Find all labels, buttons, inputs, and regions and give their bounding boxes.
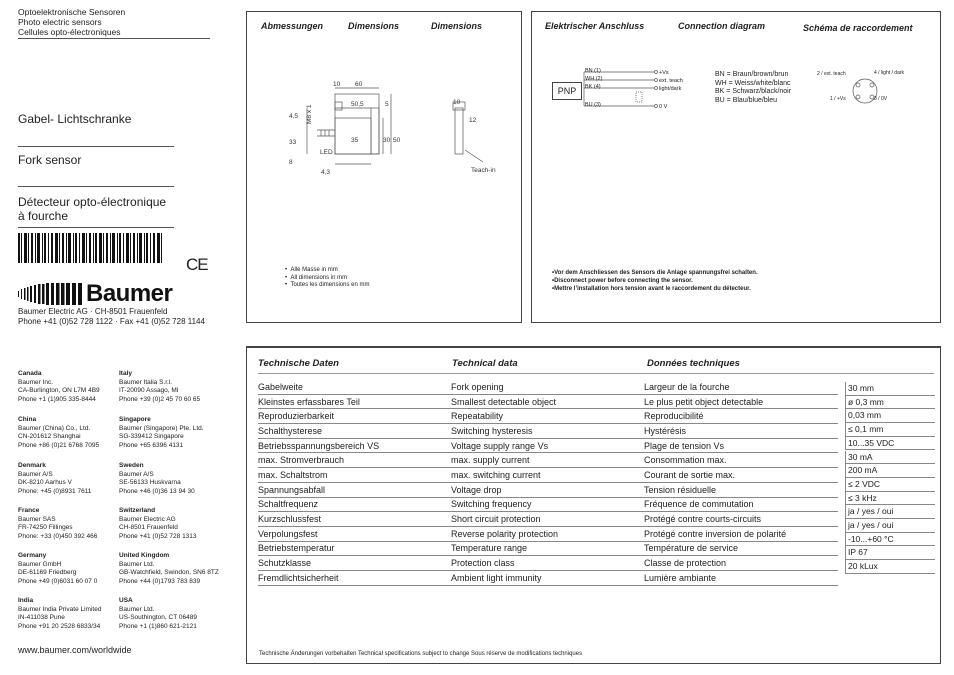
tech-cell-de: max. Stromverbrauch bbox=[258, 453, 451, 468]
tech-cell-de: Spannungsabfall bbox=[258, 482, 451, 497]
warning-de: •Vor dem Anschliessen des Sensors die Anlage spannungsfrei schalten. bbox=[552, 270, 758, 276]
tech-cell-en: Voltage supply range Vs bbox=[451, 438, 644, 453]
legend-wh: WH = Weiss/white/blanc bbox=[715, 79, 791, 87]
color-legend bbox=[715, 71, 791, 105]
wire-codes bbox=[585, 67, 602, 109]
office-country: Denmark bbox=[18, 462, 46, 469]
tech-row bbox=[258, 541, 838, 556]
wire-signal-vs: +Vs bbox=[659, 70, 669, 76]
tech-cell-en: Switching hysteresis bbox=[451, 424, 644, 439]
office-line: Phone +1 (1)860 621-2121 bbox=[119, 622, 197, 630]
tech-row bbox=[258, 380, 838, 394]
product-title-en: Fork sensor bbox=[18, 153, 82, 167]
office-line: Baumer A/S bbox=[119, 470, 154, 478]
office-line: Phone +39 (0)2 45 70 60 65 bbox=[119, 395, 201, 403]
legend-bn: BN = Braun/brown/brun bbox=[715, 71, 789, 78]
tech-cell-de: Kleinstes erfassbares Teil bbox=[258, 394, 451, 409]
office-line: Baumer SAS bbox=[18, 515, 56, 523]
barcode-image bbox=[18, 233, 174, 263]
office-line: IT-20090 Assago, MI bbox=[119, 387, 179, 394]
tech-heading-divider bbox=[246, 347, 941, 348]
dim-label-side-10: 10 bbox=[453, 99, 461, 106]
logo-stripes-icon bbox=[18, 283, 82, 305]
office-line: Phone +49 (0)6031 60 07 0 bbox=[18, 577, 98, 585]
legend-bk: BK = Schwarz/black/noir bbox=[715, 88, 792, 95]
company-phone: Phone +41 (0)52 728 1122 · Fax +41 (0)52 728 1144 bbox=[18, 317, 205, 326]
connection-panel bbox=[531, 11, 941, 323]
tech-cell-en: Temperature range bbox=[451, 541, 644, 556]
tech-cell-en: Protection class bbox=[451, 556, 644, 571]
office-line: CN-201612 Shanghai bbox=[18, 433, 81, 440]
pnp-box bbox=[552, 82, 582, 100]
tech-cell-fr: Le plus petit object detectable bbox=[644, 394, 838, 409]
header-lines bbox=[18, 7, 125, 37]
tech-cell-de: Fremdlichtsicherheit bbox=[258, 570, 451, 585]
office-country: United Kingdom bbox=[119, 552, 170, 559]
office-line: Baumer Ltd. bbox=[119, 605, 155, 613]
dim-label-led: LED bbox=[320, 149, 333, 156]
office-country: Italy bbox=[119, 370, 133, 377]
office-country: Canada bbox=[18, 370, 42, 377]
tech-cell-fr: Courant de sortie max. bbox=[644, 468, 838, 483]
tech-footer: Technische Änderungen vorbehalten Technical specifications subject to change Sous réserve de modifications techniques bbox=[259, 651, 583, 657]
office-country: China bbox=[18, 416, 37, 423]
office-block bbox=[18, 416, 99, 450]
office-country: India bbox=[18, 597, 34, 604]
tech-value: 20 kLux bbox=[845, 560, 935, 574]
tech-value: ≤ 0,1 mm bbox=[845, 423, 935, 437]
office-line: CA-Burlington, ON L7M 4B9 bbox=[18, 387, 100, 394]
dimension-drawing bbox=[287, 78, 507, 188]
office-block bbox=[18, 507, 97, 541]
tech-heading-de: Technische Daten bbox=[258, 358, 339, 369]
office-line: Baumer Inc. bbox=[18, 378, 54, 386]
tech-value: ø 0,3 mm bbox=[845, 396, 935, 410]
divider-1 bbox=[18, 146, 174, 147]
tech-cell-en: Repeatability bbox=[451, 409, 644, 424]
office-line: FR-74250 Fillinges bbox=[18, 524, 73, 531]
legend-bu: BU = Blau/blue/bleu bbox=[715, 96, 778, 104]
header-line-fr: Cellules opto-électroniques bbox=[18, 27, 121, 37]
note-fr: • Toutes les dimensions en mm bbox=[285, 282, 370, 288]
tech-cell-en: Ambient light immunity bbox=[451, 570, 644, 585]
tech-value: IP 67 bbox=[845, 546, 935, 560]
tech-value: 200 mA bbox=[845, 464, 935, 478]
tech-cell-fr: Température de service bbox=[644, 541, 838, 556]
office-line: Baumer Ltd. bbox=[119, 560, 155, 568]
office-line: Phone +41 (0)52 728 1313 bbox=[119, 532, 197, 540]
tech-value: ≤ 2 VDC bbox=[845, 478, 935, 492]
office-block bbox=[18, 370, 100, 404]
connection-heading-fr: Schéma de raccordement bbox=[803, 23, 913, 33]
header-line-de: Optoelektronische Sensoren bbox=[18, 7, 126, 17]
office-country: Singapore bbox=[119, 416, 151, 423]
product-title-de: Gabel- Lichtschranke bbox=[18, 112, 132, 126]
tech-value: 30 mA bbox=[845, 451, 935, 465]
office-line: Baumer Italia S.r.l. bbox=[119, 378, 173, 386]
wire-code-bu: BU (3) bbox=[585, 102, 601, 108]
tech-row bbox=[258, 438, 838, 453]
product-title-fr bbox=[18, 195, 166, 223]
note-en: • All dimensions in mm bbox=[285, 274, 348, 281]
tech-cell-de: Betriebstemperatur bbox=[258, 541, 451, 556]
office-block bbox=[119, 462, 195, 496]
office-line: Phone +1 (1)905 335-8444 bbox=[18, 395, 96, 403]
tech-cell-de: Reproduzierbarkeit bbox=[258, 409, 451, 424]
office-line: Phone +44 (0)1793 783 839 bbox=[119, 577, 201, 585]
office-block bbox=[18, 597, 101, 631]
pin-label-4: 4 / light / dark bbox=[874, 70, 905, 76]
dim-label-33: 33 bbox=[289, 139, 297, 146]
dim-label-8: 8 bbox=[289, 159, 293, 166]
tech-cell-en: Smallest detectable object bbox=[451, 394, 644, 409]
pin-label-2: 2 / ext. teach bbox=[817, 71, 846, 77]
dim-label-m8: M8 x 1 bbox=[306, 104, 313, 124]
divider-2 bbox=[18, 186, 174, 187]
office-block bbox=[119, 552, 219, 586]
dimensions-heading-de: Abmessungen bbox=[261, 21, 324, 31]
pin-label-1: 1 / +Vs bbox=[830, 96, 846, 102]
dim-label-4-3: 4,3 bbox=[321, 169, 331, 176]
note-de: • Alle Masse in mm bbox=[285, 267, 338, 273]
office-block bbox=[119, 507, 197, 541]
safety-warnings bbox=[552, 269, 758, 293]
office-line: GB-Watchfield, Swindon, SN6 8TZ bbox=[119, 569, 219, 576]
wire-signal-lightdark: light/dark bbox=[659, 86, 682, 92]
tech-cell-de: Kurzschlussfest bbox=[258, 512, 451, 527]
office-line: Baumer (Singapore) Pte. Ltd. bbox=[119, 424, 204, 432]
tech-value: ≤ 3 kHz bbox=[845, 492, 935, 506]
tech-cell-fr: Fréquence de commutation bbox=[644, 497, 838, 512]
tech-cell-en: Fork opening bbox=[451, 380, 644, 394]
tech-row bbox=[258, 394, 838, 409]
product-title-fr-line1: Détecteur opto-électronique bbox=[18, 195, 167, 209]
office-country: France bbox=[18, 507, 40, 514]
office-line: Baumer Electric AG bbox=[119, 515, 176, 523]
office-line: Phone: +33 (0)450 392 466 bbox=[18, 532, 98, 540]
tech-row bbox=[258, 482, 838, 497]
pin-label-3: 3 / 0V bbox=[874, 96, 888, 102]
tech-cell-fr: Reproducibilité bbox=[644, 409, 838, 424]
tech-cell-de: max. Schaltstrom bbox=[258, 468, 451, 483]
tech-row bbox=[258, 468, 838, 483]
tech-table bbox=[258, 380, 838, 586]
office-country: Germany bbox=[18, 552, 47, 559]
tech-heading-underline bbox=[258, 373, 934, 374]
pnp-label: PNP bbox=[557, 86, 577, 96]
office-line: IN-411038 Pune bbox=[18, 614, 65, 621]
warning-fr: •Mettre l’installation hors tension avant le raccordement du détecteur. bbox=[552, 286, 751, 292]
office-line: US-Southington, CT 06489 bbox=[119, 614, 197, 621]
dim-label-10: 10 bbox=[333, 81, 341, 88]
divider-3 bbox=[18, 227, 174, 228]
office-line: Baumer (China) Co., Ltd. bbox=[18, 424, 91, 432]
dimensions-panel bbox=[246, 11, 522, 323]
tech-cell-fr: Plage de tension Vs bbox=[644, 438, 838, 453]
tech-cell-de: Schutzklasse bbox=[258, 556, 451, 571]
tech-cell-fr: Classe de protection bbox=[644, 556, 838, 571]
tech-heading-en: Technical data bbox=[452, 358, 518, 369]
tech-row bbox=[258, 497, 838, 512]
office-block bbox=[119, 597, 197, 631]
tech-row bbox=[258, 512, 838, 527]
dim-label-30: 30 bbox=[383, 137, 391, 144]
tech-value: 10...35 VDC bbox=[845, 437, 935, 451]
tech-cell-en: Short circuit protection bbox=[451, 512, 644, 527]
tech-row bbox=[258, 570, 838, 585]
company-address: Baumer Electric AG · CH-8501 Frauenfeld bbox=[18, 307, 168, 316]
tech-cell-en: max. switching current bbox=[451, 468, 644, 483]
dim-label-side-12: 12 bbox=[469, 117, 477, 124]
wire-code-bn: BN (1) bbox=[585, 68, 601, 74]
tech-cell-en: Voltage drop bbox=[451, 482, 644, 497]
dim-label-4-5: 4,5 bbox=[289, 113, 299, 120]
connection-heading-en: Connection diagram bbox=[678, 21, 766, 31]
wire-code-wh: WH (2) bbox=[585, 76, 603, 82]
tech-value: -10...+60 °C bbox=[845, 533, 935, 547]
wire-code-bk: BK (4) bbox=[585, 84, 601, 90]
tech-row bbox=[258, 526, 838, 541]
product-title-fr-line2: à fourche bbox=[18, 209, 69, 223]
wire-signal-0v: 0 V bbox=[659, 104, 668, 110]
tech-cell-en: Reverse polarity protection bbox=[451, 526, 644, 541]
tech-value: 0,03 mm bbox=[845, 409, 935, 423]
tech-cell-de: Gabelweite bbox=[258, 380, 451, 394]
dim-label-50-5: 50,5 bbox=[351, 101, 364, 108]
wire-signal-teach: ext. teach bbox=[659, 78, 683, 84]
tech-cell-fr: Protégé contre inversion de polarité bbox=[644, 526, 838, 541]
office-line: Phone +65 6396 4131 bbox=[119, 441, 184, 449]
tech-cell-fr: Protégé contre courts-circuits bbox=[644, 512, 838, 527]
office-line: Phone +91 20 2528 6833/34 bbox=[18, 622, 101, 630]
tech-value: 30 mm bbox=[845, 382, 935, 396]
wire-signals bbox=[659, 69, 683, 111]
tech-cell-fr: Tension résiduelle bbox=[644, 482, 838, 497]
office-country: Switzerland bbox=[119, 507, 156, 514]
tech-cell-de: Schaltfrequenz bbox=[258, 497, 451, 512]
office-line: Baumer GmbH bbox=[18, 560, 62, 568]
dim-label-60: 60 bbox=[355, 81, 363, 88]
office-line: SG-339412 Singapore bbox=[119, 433, 184, 440]
office-country: Sweden bbox=[119, 462, 144, 469]
office-block bbox=[119, 416, 204, 450]
office-block bbox=[18, 552, 97, 586]
logo-text: Baumer bbox=[86, 280, 173, 307]
dim-label-5: 5 bbox=[385, 101, 389, 108]
dimensions-heading-en: Dimensions bbox=[348, 21, 400, 31]
office-line: Baumer A/S bbox=[18, 470, 53, 478]
tech-row bbox=[258, 453, 838, 468]
tech-row bbox=[258, 556, 838, 571]
dim-label-teach: Teach-in bbox=[471, 167, 496, 174]
dimension-notes bbox=[285, 267, 369, 290]
dim-label-50: 50 bbox=[393, 137, 401, 144]
tech-cell-fr: Consommation max. bbox=[644, 453, 838, 468]
tech-row bbox=[258, 409, 838, 424]
tech-value: ja / yes / oui bbox=[845, 505, 935, 519]
office-line: Phone +86 (0)21 6768 7095 bbox=[18, 441, 100, 449]
dimensions-heading-fr: Dimensions bbox=[431, 21, 483, 31]
office-line: CH-8501 Frauenfeld bbox=[119, 524, 178, 531]
ce-mark: CE bbox=[186, 255, 208, 274]
office-country: USA bbox=[119, 597, 133, 604]
tech-cell-de: Schalthysterese bbox=[258, 424, 451, 439]
office-line: DE-61169 Friedberg bbox=[18, 569, 77, 576]
warning-en: •Disconnect power before connecting the sensor. bbox=[552, 278, 693, 284]
tech-cell-fr: Hystérésis bbox=[644, 424, 838, 439]
tech-heading-fr: Données techniques bbox=[647, 358, 740, 369]
connection-heading-de: Elektrischer Anschluss bbox=[545, 21, 645, 31]
dim-label-35: 35 bbox=[351, 137, 359, 144]
office-block bbox=[18, 462, 91, 496]
tech-cell-de: Verpolungsfest bbox=[258, 526, 451, 541]
office-line: Phone: +45 (0)8931 7611 bbox=[18, 487, 92, 495]
tech-cell-de: Betriebsspannungsbereich VS bbox=[258, 438, 451, 453]
tech-cell-en: Switching frequency bbox=[451, 497, 644, 512]
header-line-en: Photo electric sensors bbox=[18, 17, 102, 27]
tech-cell-fr: Lumière ambiante bbox=[644, 570, 838, 585]
office-line: Phone +46 (0)36 13 94 30 bbox=[119, 487, 195, 495]
office-line: SE-56133 Huskvarna bbox=[119, 479, 181, 486]
tech-cell-en: max. supply current bbox=[451, 453, 644, 468]
tech-cell-fr: Largeur de la fourche bbox=[644, 380, 838, 394]
office-line: Baumer India Private Limited bbox=[18, 605, 102, 613]
baumer-logo bbox=[18, 282, 178, 306]
office-line: DK-8210 Aarhus V bbox=[18, 479, 72, 486]
tech-value: ja / yes / oui bbox=[845, 519, 935, 533]
tech-row bbox=[258, 424, 838, 439]
website-link[interactable]: www.baumer.com/worldwide bbox=[18, 645, 132, 655]
header-divider bbox=[18, 38, 210, 39]
office-block bbox=[119, 370, 200, 404]
